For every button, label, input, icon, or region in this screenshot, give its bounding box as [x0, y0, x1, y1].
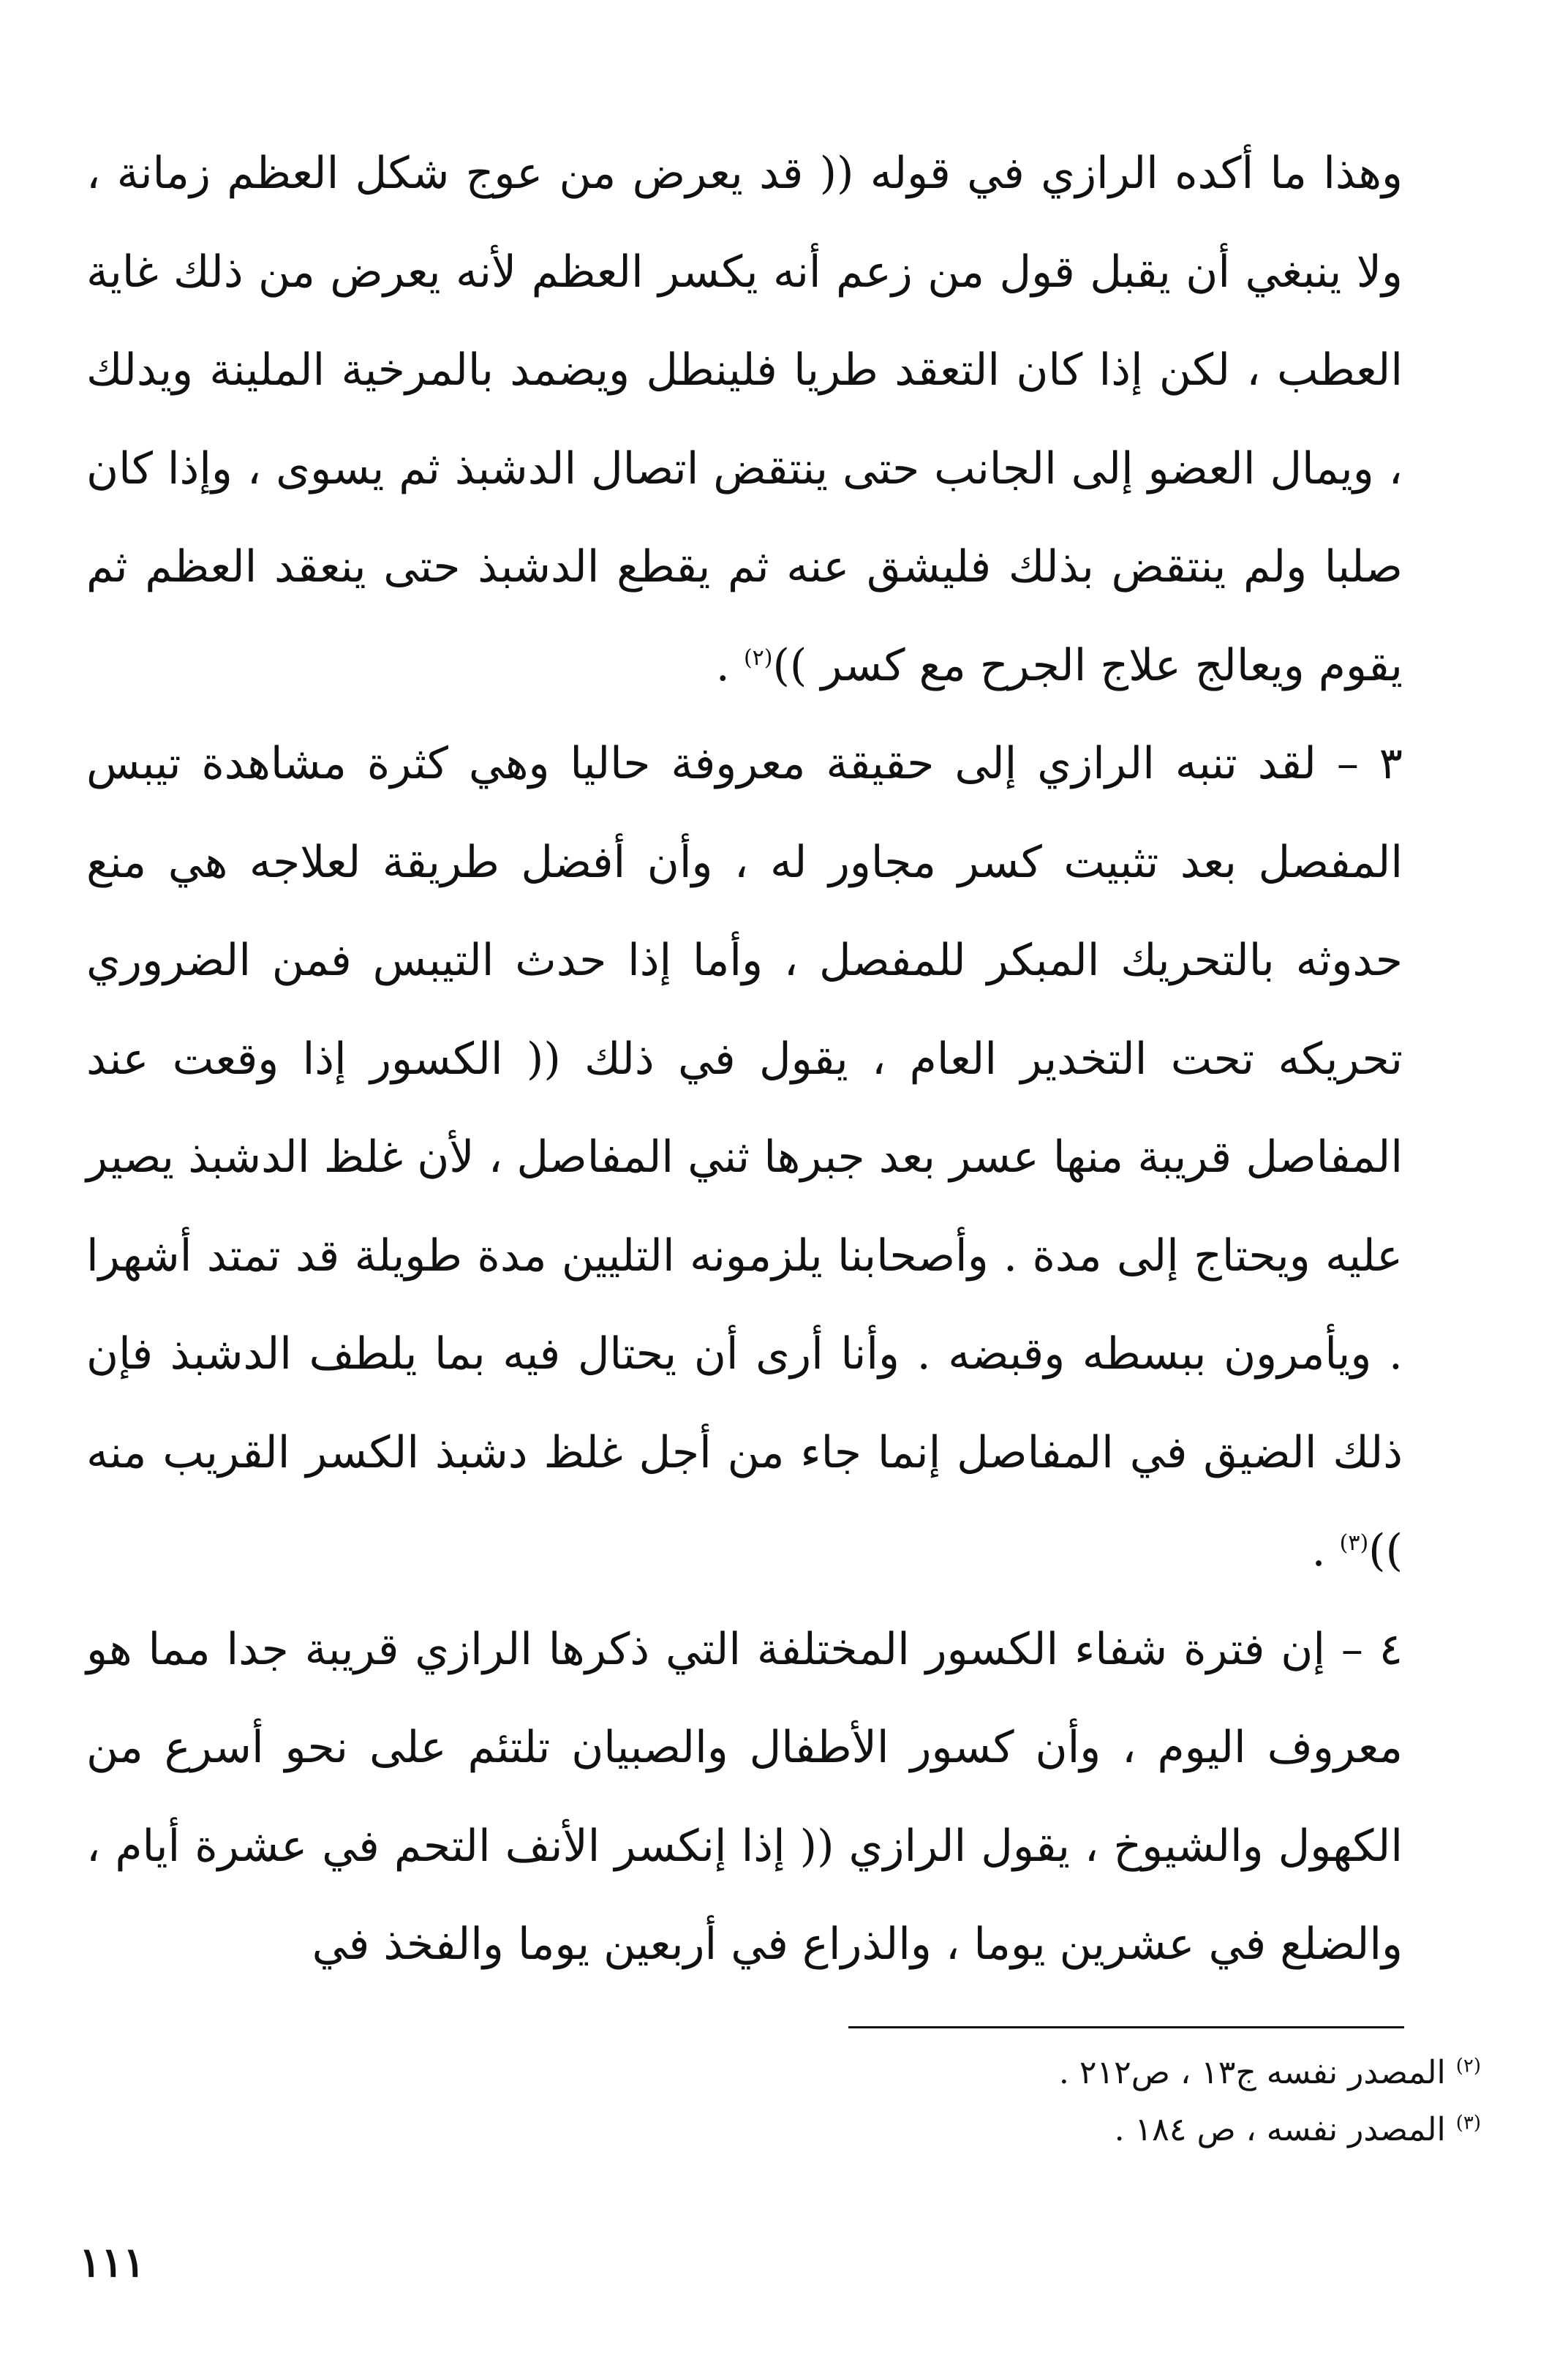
footnote-reference: (٢)	[743, 644, 773, 671]
footnotes	[658, 2044, 1481, 2159]
footnote-text: المصدر نفسه ، ص ١٨٤ .	[1114, 2111, 1446, 2148]
paragraph-tail: .	[1311, 1525, 1340, 1576]
footnote	[658, 2044, 1481, 2102]
page-number: ١١١	[79, 2238, 146, 2287]
paragraph-text: وهذا ما أكده الرازي في قوله (( قد يعرض من عوج شكل العظم زمانة ، ولا ينبغي أن يقبل قول من زعم أنه يكسر العظم لأنه يعرض من ذلك غاية العطب ، لكن إذا كان التعقد طريا فلينطل ويضمد بالمرخية الملينة ويدلك ، ويمال العضو إلى الجانب حتى ينتقض اتصال الدشبذ ثم يسوى ، وإذا كان صلبا ولم ينتقض بذلك فليشق عنه ثم يقطع الدشبذ حتى ينعقد العظم ثم يقوم ويعالج علاج الجرح مع كسر ))	[86, 148, 1403, 691]
numbered-paragraph	[86, 1600, 1403, 1994]
footnote-reference: (٣)	[1339, 1530, 1369, 1556]
footnote-mark: (٣)	[1455, 2112, 1481, 2134]
paragraph-tail: .	[715, 639, 744, 691]
footnote-text: المصدر نفسه ج١٣ ، ص٢١٢ .	[1058, 2054, 1446, 2091]
paragraph-text: لقد تنبه الرازي إلى حقيقة معروفة حاليا وهي كثرة مشاهدة تيبس المفصل بعد تثبيت كسر مجاور له ، وأن أفضل طريقة لعلاجه هي منع حدوثه بالتحريك المبكر للمفصل ، وأما إذا حدث التيبس فمن الضروري تحريكه تحت التخدير العام ، يقول في ذلك (( الكسور إذا وقعت عند المفاصل قريبة منها عسر بعد جبرها ثني المفاصل ، لأن غلظ الدشبذ يصير عليه ويحتاج إلى مدة . وأصحابنا يلزمونه التليين مدة طويلة قد تمتد أشهرا . ويأمرون ببسطه وقبضه . وأنا أرى أن يحتال فيه بما يلطف الدشبذ فإن ذلك الضيق في المفاصل إنما جاء من أجل غلظ دشبذ الكسر القريب منه ))	[86, 738, 1403, 1576]
paragraph-text: إن فترة شفاء الكسور المختلفة التي ذكرها الرازي قريبة جدا مما هو معروف اليوم ، وأن كسور الأطفال والصبيان تلتئم على نحو أسرع من الكهول والشيوخ ، يقول الرازي (( إذا إنكسر الأنف التحم في عشرة أيام ، والضلع في عشرين يوما ، والذراع في أربعين يوما والفخذ في	[86, 1623, 1403, 1970]
item-number: ٣ –	[1336, 738, 1403, 789]
footnote	[658, 2102, 1481, 2159]
paragraph	[86, 124, 1403, 715]
body-text	[86, 124, 1403, 1994]
footnote-mark: (٢)	[1455, 2055, 1481, 2077]
item-number: ٤ –	[1341, 1623, 1403, 1675]
numbered-paragraph	[86, 715, 1403, 1600]
footnote-separator	[848, 2026, 1404, 2028]
